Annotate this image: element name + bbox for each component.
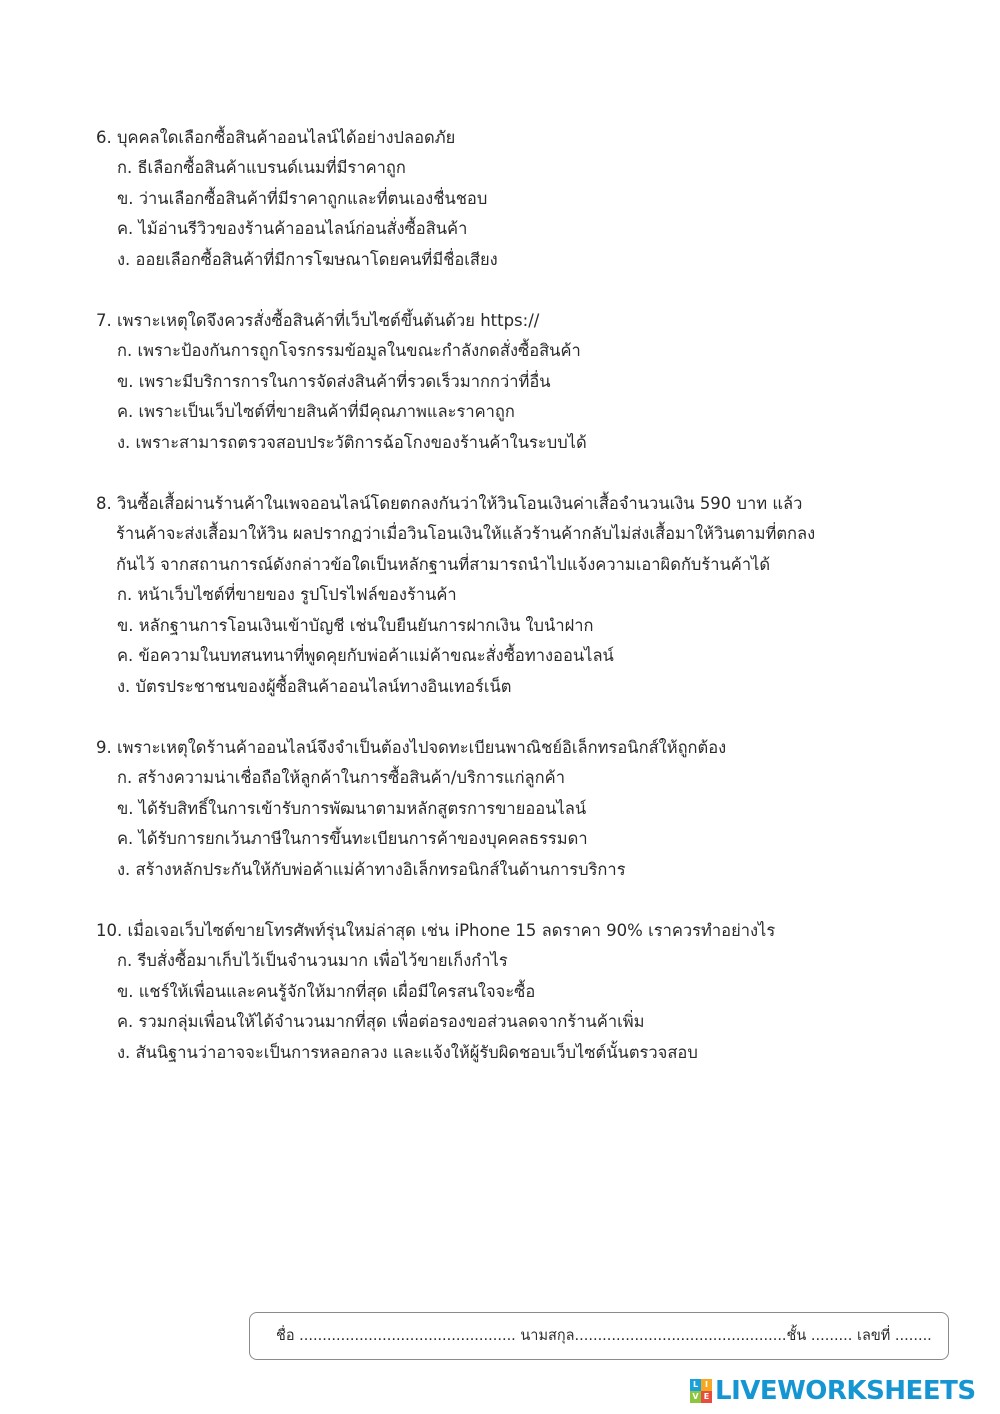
logo-mark-letter: V — [690, 1391, 701, 1403]
choice-a[interactable]: ก. สร้างความน่าเชื่อถือให้ลูกค้าในการซื้อสินค้า/บริการแก่ลูกค้า — [117, 768, 565, 788]
logo-mark-letter: L — [690, 1379, 701, 1391]
question-stem: 8. วินซื้อเสื้อผ่านร้านค้าในเพจออนไลน์โดยตกลงกันว่าให้วินโอนเงินค่าเสื้อจำนวนเงิน 590 บาท แล้ว — [96, 494, 803, 514]
logo-mark-icon — [690, 1379, 712, 1403]
question-stem: 7. เพราะเหตุใดจึงควรสั่งซื้อสินค้าที่เว็บไซต์ขึ้นต้นด้วย https:// — [96, 311, 540, 331]
choice-b[interactable]: ข. ได้รับสิทธิ์ในการเข้ารับการพัฒนาตามหลักสูตรการขายออนไลน์ — [117, 798, 587, 818]
choice-a[interactable]: ก. ธีเลือกซื้อสินค้าแบรนด์เนมที่มีราคาถูก — [117, 158, 406, 178]
choice-d[interactable]: ง. เพราะสามารถตรวจสอบประวัติการฉ้อโกงของร้านค้าในระบบได้ — [117, 432, 587, 452]
choice-d[interactable]: ง. บัตรประชาชนของผู้ซื้อสินค้าออนไลน์ทางอินเทอร์เน็ต — [117, 676, 512, 696]
liveworksheets-logo — [690, 1376, 976, 1406]
choice-a[interactable]: ก. เพราะป้องกันการถูกโจรกรรมข้อมูลในขณะกำลังกดสั่งซื้อสินค้า — [117, 341, 581, 361]
student-info-box — [249, 1312, 949, 1360]
question-7 — [96, 306, 956, 458]
choice-b[interactable]: ข. เพราะมีบริการการในการจัดส่งสินค้าที่รวดเร็วมากกว่าที่อื่น — [117, 371, 551, 391]
choice-c[interactable]: ค. ไม้อ่านรีวิวของร้านค้าออนไลน์ก่อนสั่งซื้อสินค้า — [117, 219, 468, 239]
question-stem: 9. เพราะเหตุใดร้านค้าออนไลน์จึงจำเป็นต้องไปจดทะเบียนพาณิชย์อิเล็กทรอนิกส์ให้ถูกต้อง — [96, 737, 727, 757]
choice-c[interactable]: ค. ได้รับการยกเว้นภาษีในการขึ้นทะเบียนการค้าของบุคคลธรรมดา — [117, 829, 588, 849]
choice-d[interactable]: ง. สร้างหลักประกันให้กับพ่อค้าแม่ค้าทางอิเล็กทรอนิกส์ในด้านการบริการ — [117, 859, 626, 879]
choice-b[interactable]: ข. หลักฐานการโอนเงินเข้าบัญชี เช่นใบยืนยันการฝากเงิน ใบนำฝาก — [117, 615, 594, 635]
question-stem-continued: ร้านค้าจะส่งเสื้อมาให้วิน ผลปรากฏว่าเมื่อวินโอนเงินให้แล้วร้านค้ากลับไม่ส่งเสื้อมาให้วินตามที่ตกลง — [116, 524, 816, 544]
choice-a[interactable]: ก. หน้าเว็บไซต์ที่ขายของ รูปโปรไฟล์ของร้านค้า — [117, 585, 457, 605]
question-stem: 6. บุคคลใดเลือกซื้อสินค้าออนไลน์ได้อย่างปลอดภัย — [96, 128, 456, 147]
choice-c[interactable]: ค. ข้อความในบทสนทนาที่พูดคุยกับพ่อค้าแม่ค้าขณะสั่งซื้อทางออนไลน์ — [117, 646, 614, 666]
choice-b[interactable]: ข. ว่านเลือกซื้อสินค้าที่มีราคาถูกและที่ตนเองชื่นชอบ — [117, 188, 488, 208]
question-9 — [96, 733, 956, 885]
choice-a[interactable]: ก. รีบสั่งซื้อมาเก็บไว้เป็นจำนวนมาก เพื่อไว้ขายเก็งกำไร — [117, 951, 508, 971]
choice-b[interactable]: ข. แชร์ให้เพื่อนและคนรู้จักให้มากที่สุด เผื่อมีใครสนใจจะซื้อ — [117, 981, 536, 1001]
choice-d[interactable]: ง. สันนิฐานว่าอาจจะเป็นการหลอกลวง และแจ้งให้ผู้รับผิดชอบเว็บไซต์นั้นตรวจสอบ — [117, 1042, 698, 1062]
logo-mark-letter: I — [701, 1379, 712, 1391]
choice-c[interactable]: ค. รวมกลุ่มเพื่อนให้ได้จำนวนมากที่สุด เพื่อต่อรองขอส่วนลดจากร้านค้าเพิ่ม — [117, 1012, 645, 1032]
logo-text: LIVEWORKSHEETS — [715, 1376, 976, 1406]
choice-c[interactable]: ค. เพราะเป็นเว็บไซต์ที่ขายสินค้าที่มีคุณภาพและราคาถูก — [117, 402, 515, 422]
question-10 — [96, 916, 956, 1068]
choice-d[interactable]: ง. ออยเลือกซื้อสินค้าที่มีการโฆษณาโดยคนที่มีชื่อเสียง — [117, 249, 498, 269]
student-info-line[interactable]: ชื่อ ............................................... นามสกุล..............................................ชั้น ......... เลขที่ ........ — [276, 1328, 932, 1344]
question-stem-continued: กันไว้ จากสถานการณ์ดังกล่าวข้อใดเป็นหลักฐานที่สามารถนำไปแจ้งความเอาผิดกับร้านค้าได้ — [116, 554, 771, 574]
question-stem: 10. เมื่อเจอเว็บไซต์ขายโทรศัพท์รุ่นใหม่ล่าสุด เช่น iPhone 15 ลดราคา 90% เราควรทำอย่างไร — [96, 920, 776, 940]
question-8 — [96, 489, 956, 702]
question-6 — [96, 123, 956, 275]
question-list — [96, 123, 956, 1099]
logo-mark-letter: E — [701, 1391, 712, 1403]
